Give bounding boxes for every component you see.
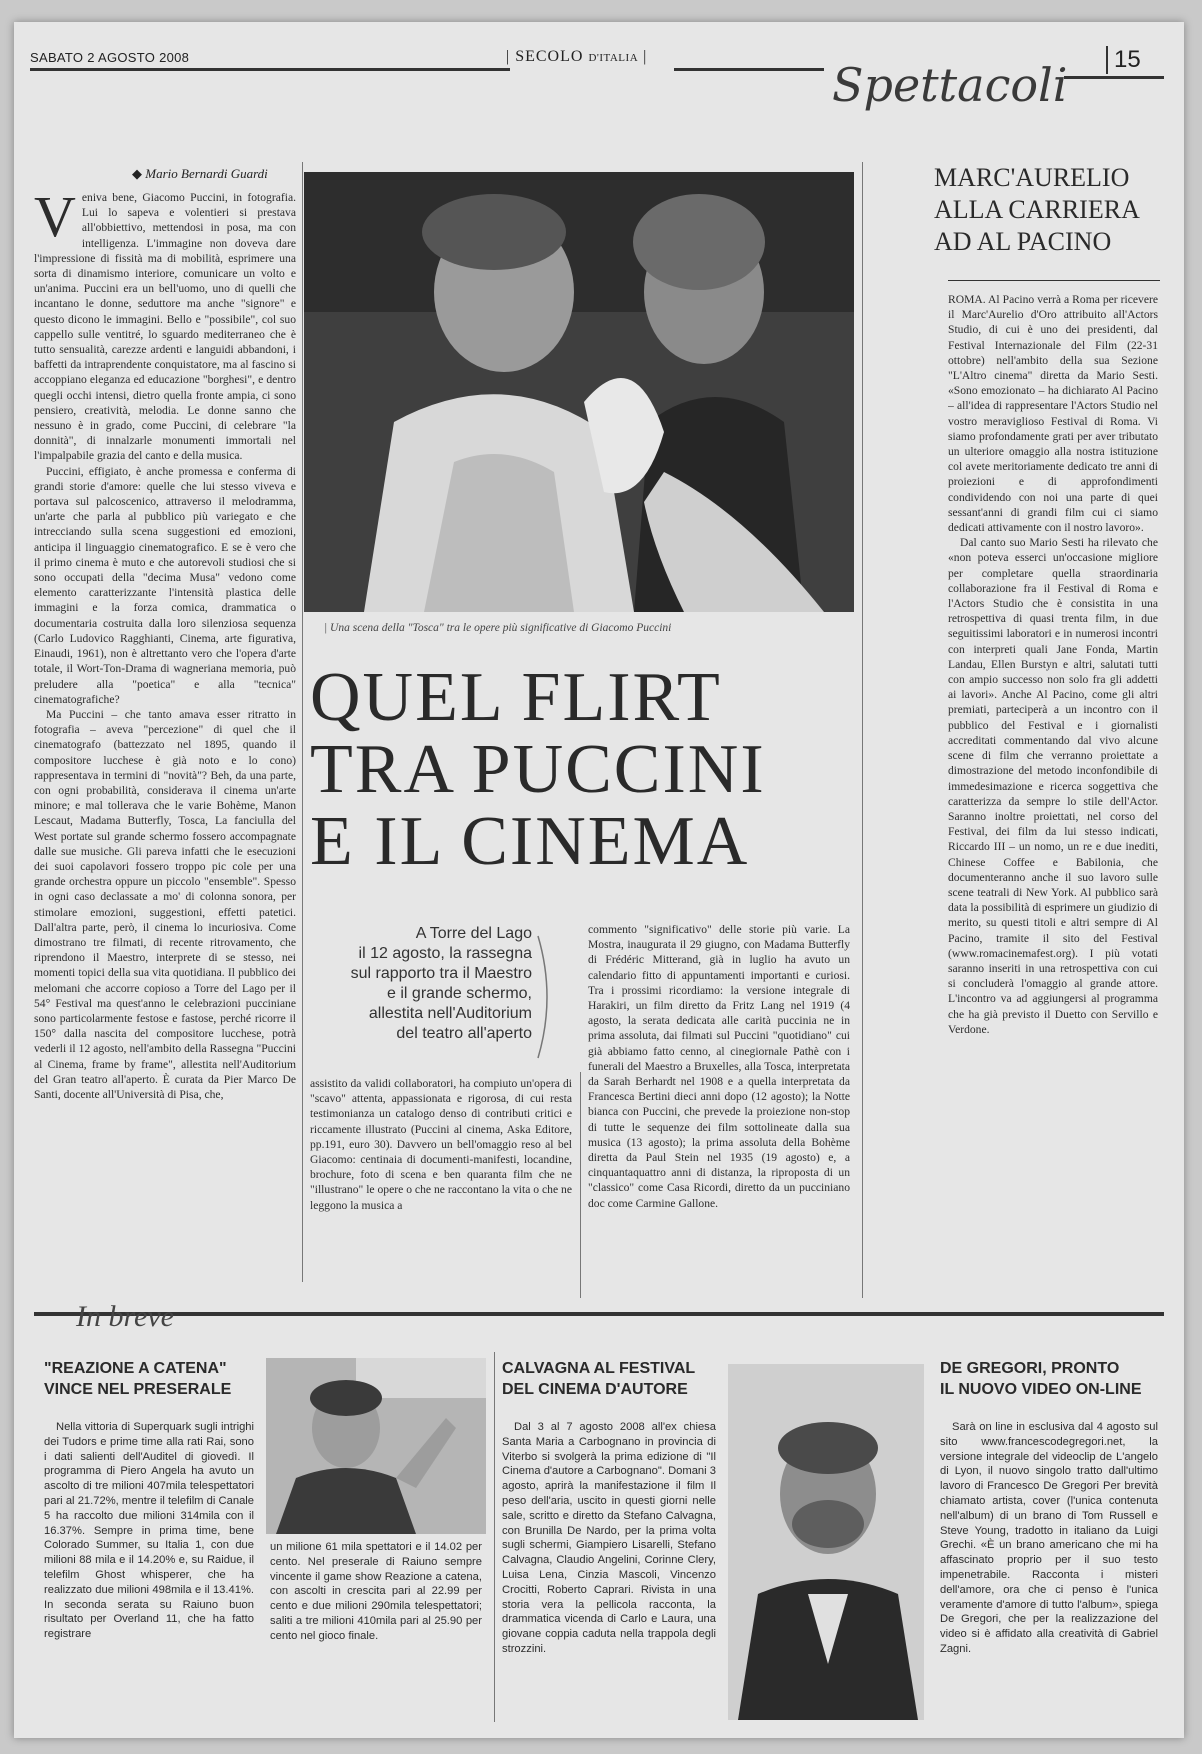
headline-line: E IL CINEMA	[310, 803, 750, 880]
article-deck	[310, 924, 532, 1044]
page-number: 15	[1106, 46, 1141, 74]
newspaper-page	[14, 22, 1184, 1738]
article-paragraph: Puccini, effigiato, è anche promessa e conferma di grandi storie d'amore: quelle che lui stesso viveva e portava sul palcoscenico, attraverso il melodramma, un'arte che parla al pubblico più variegato e che intrecciando sulla scena suggestioni ed emozioni, anticipa il linguaggio cinematografico. E se è vero che il primo cinema è muto e che autorevoli studiosi che si sono occupati della "decima Musa" vedono come elemento caratterizzante l'intensità plastica delle immagini e la forza comica, drammatica o documentaria costruita dalla loro silenziosa sequenza (Carlo Ludovico Ragghianti, Cinema, arte figurativa, Einaudi, 1961), non è altrettanto vero che l'opera d'arte totale, il Wort-Ton-Drama di wagneriana memoria, può preludere alla "poetica" e alla "tecnica" cinematografiche?	[34, 464, 296, 706]
deck-line: il 12 agosto, la rassegna	[358, 945, 532, 962]
article-paragraph: assistito da validi collaboratori, ha compiuto un'opera di "scavo" attenta, appassionata e rigorosa, di cui resta testimonianza un catalogo denso di contributi critici e riccamente illustrato (Puccini al cinema, Aska Editore, pp.191, euro 30). Davvero un bell'omaggio reso al bel Giacomo: centinaia di documenti-manifesti, locandine, brochure, foto di scena e ben quaranta film che ne "illustrano" le opere o che ne raccontano la vita o che ne leggono la musica a	[310, 1077, 572, 1212]
headline-line: QUEL FLIRT	[310, 659, 722, 736]
brief-2-title	[502, 1358, 722, 1400]
column-divider	[862, 162, 863, 1298]
masthead-suffix: D'ITALIA	[588, 52, 639, 64]
bottom-section-label: In breve	[76, 1300, 174, 1333]
main-article-column-3	[588, 922, 850, 1298]
photo-illustration	[304, 172, 854, 612]
headline-line: TRA PUCCINI	[310, 731, 766, 808]
header-rule-left	[30, 68, 510, 71]
header-rule-end	[1064, 76, 1164, 79]
photo-illustration	[266, 1358, 486, 1534]
brief-title-line: IL NUOVO VIDEO ON-LINE	[940, 1381, 1142, 1398]
opera-scene-photo	[304, 172, 854, 612]
side-article-title	[934, 162, 1140, 258]
brief-3-title	[940, 1358, 1170, 1400]
side-paragraph: Dal canto suo Mario Sesti ha rilevato che «non poteva esserci un'occasione migliore per completare quella straordinaria collaborazione fra il Festival di Roma e l'Actors Studio che è consistita in una retrospettiva di quasi trenta film, in due seguitissimi laboratori e in numerosi incontri con interpreti quali Jane Fonda, Martin Landau, Ellen Burstyn e altri, salutati tutti con ampio successo non solo fra gli addetti ai lavori». Anche Al Pacino, come gli altri premiati, parteciperà a un incontro con il pubblico del Festival e i giornalisti accreditati commentando dal vivo alcune scene di film che verranno proiettate a dimostrazione del metodo inconfondibile di immedesimazione e ricerca soggettiva che caratterizza da sempre lo stile dell'Actor. Saranno inoltre proiettati, nel corso del Festival, dei film da lui stesso indicati, Riccardo III – un nomo, un re e due inediti, Chinese Coffee e Babilonia, che documenteranno anche il suo lavoro sulle scene teatrali di New York. Al pubblico sarà data la possibilità di esprimere un giudizio di merito, su questi titoli e altri sempre di Al Pacino, tramite il sito del Festival (www.romacinemafest.org). I più votati saranno inseriti in una retrospettiva con cui si concluderà l'omaggio al grande attore. L'incontro va ad aggiungersi al programma che ha già previsto il Duetto con Servillo e Verdone.	[948, 536, 1158, 1036]
brief-3-body	[940, 1420, 1158, 1720]
brief-title-line: DE GREGORI, PRONTO	[940, 1360, 1120, 1377]
side-title-rule	[948, 280, 1160, 281]
brief-paragraph: Sarà on line in esclusiva dal 4 agosto sul sito www.francescodegregori.net, la versione integrale del videoclip de L'angelo di Lyon, il nuovo singolo tratto dall'ultimo lavoro di Francesco De Gregori Per brevità chiamato artista, cover (l'unica contenuta nell'album) di un brano di Tom Russell e Steve Young, tradotto in italiano da Luigi Grechi. «È un brano americano che mi ha affascinato proprio per il suo testo impenetrabile. Racconta i misteri dell'amore, ora che ci penso è l'unica veramente d'amore di tutto l'album», spiega De Gregori, che per la realizzazione del video si è affidato alla creatività di Gabriel Zagni.	[940, 1421, 1158, 1655]
dropcap: V	[34, 190, 76, 249]
brief-2-body	[502, 1420, 716, 1720]
brief-1-body-continued	[270, 1540, 482, 1720]
brief-paragraph: Nella vittoria di Superquark sugli intrighi dei Tudors e prime time alla rati Rai, sono i dati salienti dell'Auditel di giovedì. Il programma di Piero Angela ha avuto un ascolto di tre milioni 407mila telespettatori pari al 21.72%, mentre il telefilm di Canale 5 ha raccolto due milioni 314mila con il 16.37%. Sempre in prima time, bene Colorado Summer, su Italia 1, con due milioni 88 mila e il 14.20% e, su Raidue, il telefilm Ghost whisperer, che ha realizzato due milioni 498mila e il 13.41%. In seconda serata su Raiuno buon risultato per Overland 11, che ha fatto registrare	[44, 1421, 254, 1641]
column-divider	[494, 1352, 495, 1722]
brief-paragraph: un milione 61 mila spettatori e il 14.02 per cento. Nel preserale di Raiuno sempre vincente il game show Reazione a catena, con ascolti in crescita pari al 22.99 per cento e due milioni 290mila telespettatori; saliti a tre milioni 410mila pari al 25.90 per cento nel gioco finale.	[270, 1541, 482, 1642]
presenter-photo	[266, 1358, 486, 1534]
brief-title-line: CALVAGNA AL FESTIVAL	[502, 1360, 696, 1377]
main-article-column-2	[310, 1076, 572, 1298]
brief-title-line: "REAZIONE A CATENA"	[44, 1360, 227, 1377]
deck-bracket	[534, 932, 558, 1062]
issue-date: SABATO 2 AGOSTO 2008	[30, 50, 190, 65]
section-title: Spettacoli	[832, 58, 1068, 112]
brief-1-body	[44, 1420, 254, 1720]
main-article-column-1	[34, 190, 296, 1300]
side-paragraph: ROMA. Al Pacino verrà a Roma per ricevere il Marc'Aurelio d'Oro attribuito all'Actors Studio, di cui è uno dei presidenti, dal Festival Internazionale del Film (22-31 ottobre) nell'ambito della sua Sezione "L'Altro cinema" diretta da Mario Sesti. «Sono emozionato – ha dichiarato Al Pacino – all'idea di rappresentare l'Actors Studio nel vostro meraviglioso Festival di Roma. Vi siamo profondamente grati per aver tributato un ulteriore omaggio alla nostra istituzione col avete meritoriamente dedicato tre anni di proiezioni e di approfondimenti condividendo con noi una parte di quei sessant'anni di grandi film cui ci siamo dedicati attivamente con il nostro lavoro».	[948, 293, 1158, 535]
article-paragraph: eniva bene, Giacomo Puccini, in fotografia. Lui lo sapeva e volentieri si prestava all'obbiettivo, mettendosi in posa, ma con intelligenza. L'immagine non doveva dare l'impressione di fissità ma di mobilità, esprimere una sorta di dinamismo interiore, comunicare un volto e un'anima. Puccini era un bell'uomo, uno di quelli che incantano le donne, seduttore ma anche "signore" e questo dicono le immagini. Bello e "possibile", col suo cappello sulle ventitré, lo sguardo mediterraneo che è tutto sensualità, carezze ardenti e languidi abbandoni, i baffetti da intraprendente conquistatore, ma al fascino si accoppiano eleganza ed educazione "borghesi", e dentro quegli occhi intensi, dietro quella fronte ampia, ci sono pensiero, creatività, melodia. Le donne sanno che nessuno è in grado, come Puccini, di celebrare "la donnità", di innalzarle monumenti immortali nel l'impalpabile grazia del canto e della musica.	[34, 191, 296, 463]
article-paragraph: commento "significativo" delle storie più varie. La Mostra, inaugurata il 29 giugno, con Madama Butterfly di Frédéric Mitterand, già in luglio ha avuto un calendario fitto di appuntamenti importanti e curiosi. Tra i prossimi ricordiamo: la versione integrale di Harakiri, un film diretto da Fritz Lang nel 1919 (4 agosto, la serata dedicata alle carità puccinia ne in prima assoluta, dai filmati sul Puccini "quotidiano" cui già abbiamo fatto cenno, al cinegiornale Pathè con i funerali del Maestro a Bruxelles, alla Tosca, interpretata da Sarah Berhardt nel 1908 e a quella interpretata da Francesca Bertini dieci anni dopo (12 agosto); la Notte bianca con Puccini, che prevede la proiezione non-stop di tutte le sequenze dei film sottolineate dalla sua musica (13 agosto); la prima assoluta della Bohème diretta da Paul Stein nel 1935 (19 agosto) e, a cinquantaquattro anni di distanza, la riproposta di un "classico" come Casa Ricordi, diretto da un pucciniano doc come Carmine Gallone.	[588, 923, 850, 1210]
main-headline	[310, 659, 766, 880]
brief-title-line: VINCE NEL PRESERALE	[44, 1381, 232, 1398]
deck-line: allestita nell'Auditorium	[368, 1005, 532, 1022]
side-article-body	[948, 292, 1158, 1292]
bottom-section-rule	[34, 1312, 1164, 1316]
column-divider	[580, 1072, 581, 1298]
brief-paragraph: Dal 3 al 7 agosto 2008 all'ex chiesa Santa Maria a Carbognano in provincia di Viterbo si svolgerà la prima edizione di "Il Cinema d'autore a Carbognano". Domani 3 agosto, aprirà la manifestazione il film Il peso dell'aria, uscito in questi giorni nelle sale, scritto e diretto da Stefano Calvagna, con Brunilla De Nardo, per la prima volta sugli schermi, Giampiero Lisarelli, Stefano Calvagna, Claudio Angelini, Corinne Clery, Luisa Lena, Cinzia Mascoli, Vincenzo Crocitti, Roberto Caprari. Rivista in una storia vera la pellicola racconta, la drammatica vicenda di Carlo e Laura, una giovane coppia caduta nella trappola degli strozzini.	[502, 1421, 716, 1655]
byline: ◆ Mario Bernardi Guardi	[132, 166, 268, 181]
deck-line: A Torre del Lago	[415, 925, 532, 942]
brief-title-line: DEL CINEMA D'AUTORE	[502, 1381, 688, 1398]
deck-line: e il grande schermo,	[387, 985, 532, 1002]
side-title-line: ALLA CARRIERA	[934, 195, 1140, 224]
side-title-line: MARC'AURELIO	[934, 163, 1130, 192]
header-rule-right	[674, 68, 824, 71]
photo-caption: | Una scena della "Tosca" tra le opere più significative di Giacomo Puccini	[324, 622, 672, 634]
masthead-name: SECOLO	[515, 48, 584, 65]
masthead: | SECOLO D'ITALIA |	[506, 48, 648, 65]
de-gregori-photo	[728, 1364, 924, 1720]
brief-1-title	[44, 1358, 264, 1400]
article-paragraph: Ma Puccini – che tanto amava esser ritratto in fotografia – aveva "percezione" di quel che il cinematografo (battezzato nel 1895, quando il compositore lucchese è già noto e lo cono) rappresentava in termini di "novità"? Beh, da una parte, con ogni probabilità, considerava il cinema un'arte minore; e mal tollerava che le varie Bohème, Manon Lescaut, Madama Butterfly, Tosca, La fanciulla del West portate sul grande schermo fossero accompagnate dalle sue musiche. Gli pareva infatti che le esecuzioni dei suoi capolavori fossero troppo pic cole per una grande orchestra oppure un piccolo "ensemble". Spesso in ogni caso declassate a mo' di colonna sonora, per stimolare emozioni, suggestioni, effetti patetici. Dall'altra parte, però, il cinema lo incuriosiva. Come dimostrano tre filmati, di recente ritrovamento, che riprendono il Maestro, interprete di se stesso, nei momenti topici della sua vita quotidiana. Il pubblico dei melomani che accorre copioso a Torre del Lago per il 54° Festival ma quest'anno le celebrazioni pucciniane sono particolarmente festose e fastose, perché ricorre il 150° dalla nascita del compositore lucchese, potrà vederli il 12 agosto, nell'ambito della Rassegna "Puccini al Cinema, frame by frame", allestita nell'Auditorium del Gran teatro all'aperto. È curata da Pier Marco De Santi, docente all'Università di Pisa, che,	[34, 707, 296, 1101]
column-divider	[302, 162, 303, 1282]
photo-caption-text: Una scena della "Tosca" tra le opere più significative di Giacomo Puccini	[330, 622, 672, 634]
photo-illustration	[728, 1364, 924, 1720]
deck-line: del teatro all'aperto	[396, 1025, 532, 1042]
side-title-line: AD AL PACINO	[934, 227, 1112, 256]
deck-line: sul rapporto tra il Maestro	[350, 965, 532, 982]
